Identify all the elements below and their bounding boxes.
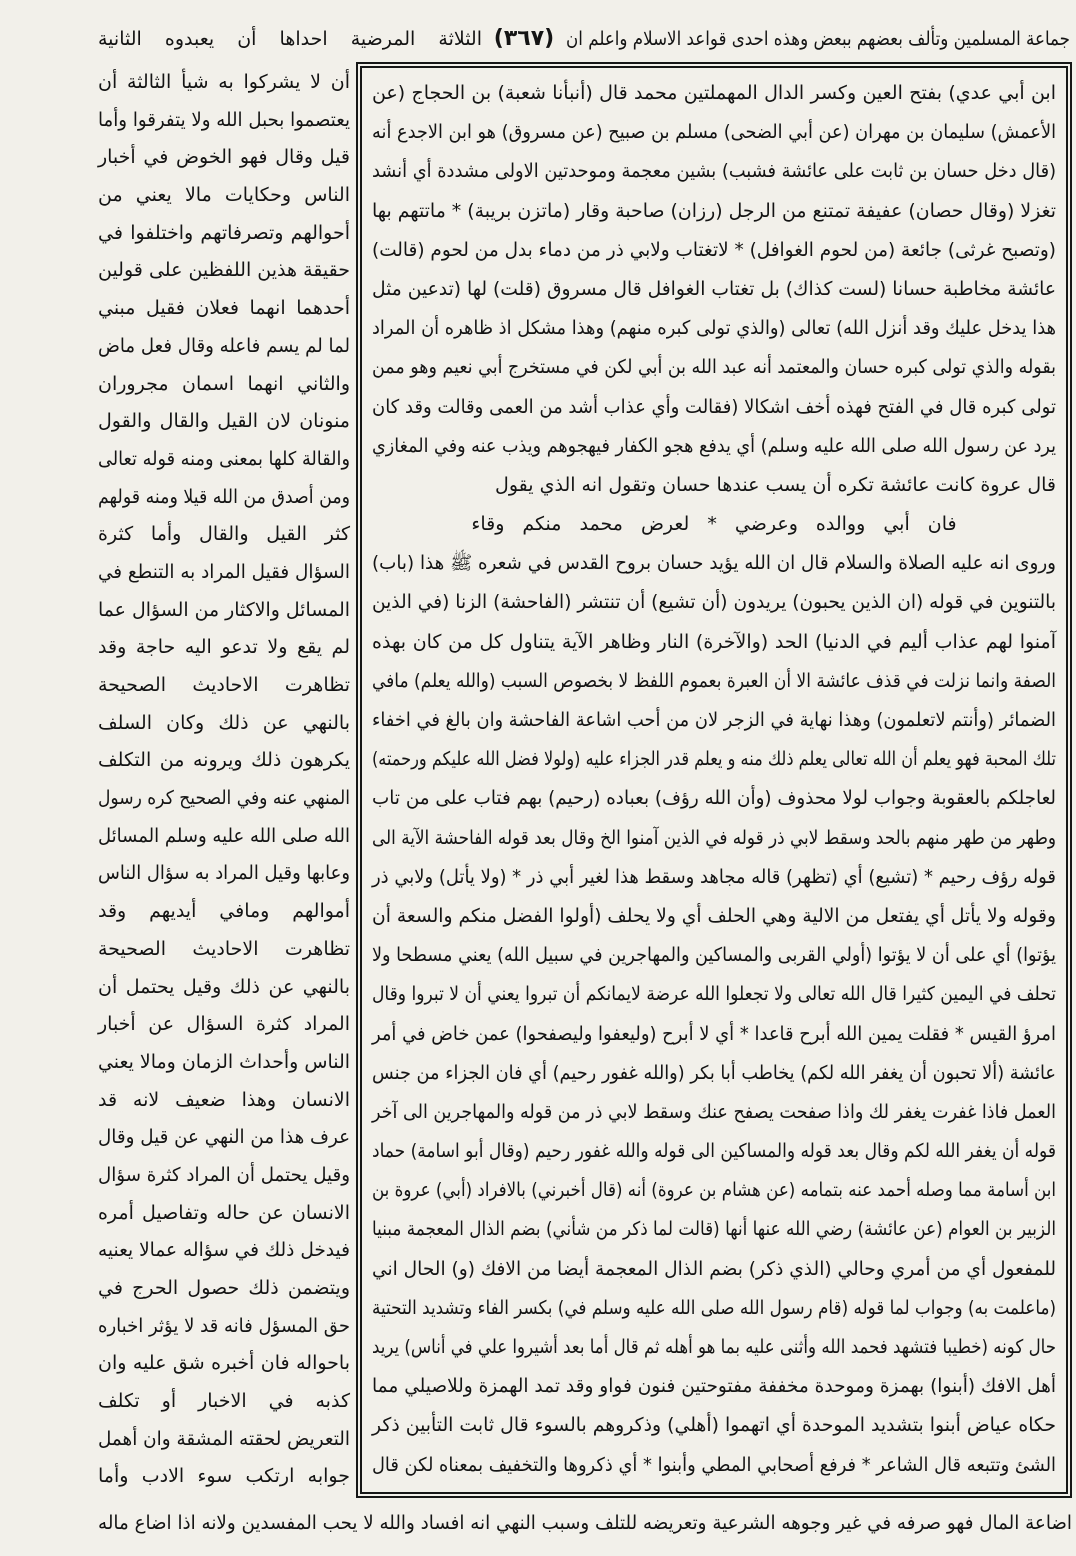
main-text-line: عائشة (ألا تحبون أن يغفر الله لكم) يخاطب أبا بكر (والله غفور رحيم) أي فان الجزاء من جنس — [372, 1061, 1056, 1084]
main-text-line: أهل الافك (أبنوا) بهمزة وموحدة مخففة مفتوحتين فنون فواو وقد تمد الهمزة وللاصيلي مما — [372, 1375, 1056, 1398]
main-text-line: آمنوا لهم عذاب أليم في الدنيا) الحد (والآخرة) النار وظاهر الآية يتناول كل من كان بهذه — [372, 630, 1056, 653]
margin-text-line: التعريض لحقته المشقة وان أهمل — [98, 1427, 350, 1450]
margin-text-line: المسائل والاكثار من السؤال عما — [97, 598, 350, 621]
page-number: (٣٦٧) — [493, 26, 555, 51]
margin-text-line: أموالهم ومافي أيديهم وقد — [98, 900, 350, 923]
footer-text-line: اضاعة المال فهو صرفه في غير وجوهه الشرعية وتعريضه للتلف وسبب النهي انه افساد والله لا يحب المفسدين ولانه اذا اضاع ماله — [98, 1512, 1072, 1534]
main-text-line: حال كونه (خطيبا فتشهد فحمد الله وأثنى عليه بما هو أهله ثم قال أما بعد أشيروا علي في أناس) يريد — [371, 1336, 1056, 1358]
main-text-line: الزبير بن العوام (عن عائشة) رضي الله عنها أنها (قالت لما ذكر من شأني) بضم الذال المعجمة مبنيا — [372, 1218, 1056, 1241]
margin-text-line: الله صلى الله عليه وسلم المسائل — [98, 824, 350, 847]
margin-text-line: باحواله فان أخبره شق عليه وان — [98, 1352, 350, 1375]
main-text-line: وروى انه عليه الصلاة والسلام قال ان الله يؤيد حسان بروح القدس في شعره ﷺ هذا (باب) — [371, 552, 1056, 575]
main-text-box — [356, 62, 1072, 1498]
margin-text-line: المنهي عنه وفي الصحيح كره رسول — [98, 787, 350, 810]
margin-text-line: حق المسؤل فانه قد لا يؤثر اخباره — [98, 1314, 350, 1337]
main-text-line: (وتصبح غرثى) جائعة (من لحوم الغوافل) * لاتغتاب ولابي ذر من دماء بدل من لحوم (قالت) — [371, 238, 1056, 261]
margin-text-line: منونان لان القيل والقال والقول — [98, 410, 350, 433]
main-text-line: قوله أن يغفر الله لكم وقال بعد قوله والمساكين الى قوله والله غفور رحيم (وقال أبو اسامة) حماد — [371, 1140, 1056, 1163]
margin-text-line: الانسان عن حاله وتفاصيل أمره — [97, 1201, 350, 1224]
margin-text-line: كذبه في الاخبار أو تكلف — [97, 1390, 350, 1413]
main-text-line: الشئ وتتبعه قال الشاعر * فرفع أصحابي المطي وأبنوا * أي ذكروها والتخفيف بمعناه لكن قال — [371, 1453, 1056, 1476]
main-text-line: هذا يدخل عليك وقد أنزل الله) تعالى (والذي تولى كبره منهم) وهذا مشكل اذ ظاهره أن المراد — [371, 317, 1057, 340]
margin-text-line: تظاهرت الاحاديث الصحيحة — [97, 674, 350, 696]
main-text-line: بقوله والذي تولى كبره حسان والمعتمد أنه عبد الله بن أبي لكن في مستخرج أبي نعيم وهو ممن — [372, 356, 1056, 379]
main-text-line: الصفة وانما نزلت في قذف عائشة الا أن العبرة بعموم اللفظ لا بخصوص السبب (والله يعلم) مافي — [371, 669, 1056, 692]
main-text-line: (قال دخل حسان بن ثابت على عائشة فشبب) بشين معجمة وموحدتين الاولى مشددة أي أنشد — [371, 160, 1056, 183]
main-text-line: تحلف في اليمين كثيرا قال الله تعالى ولا تجعلوا الله عرضة لايمانكم أن تبروا يعني أن لا تبروا وقال — [371, 983, 1056, 1006]
margin-text-line: عرف هذا من النهي عن قيل وقال — [98, 1126, 350, 1149]
header-text-right: جماعة المسلمين وتألف بعضهم ببعض وهذه احدى قواعد الاسلام واعلم ان — [566, 28, 1070, 50]
margin-text-line: والقالة كلها بمعنى ومنه قوله تعالى — [98, 447, 350, 470]
main-text-line: للمفعول أي من أمري وحالي (الذي ذكر) بضم الذال المعجمة أيضا من الافك (و) الحال اني — [371, 1257, 1057, 1280]
main-text-line: ابن أسامة مما وصله أحمد عنه بتمامه (عن هشام بن عروة) أنه (قال أخبرني) بالافراد (أبي) عروة بن — [371, 1179, 1056, 1202]
main-text-line: قال عروة كانت عائشة تكره أن يسب عندها حسان وتقول انه الذي يقول — [495, 473, 1056, 496]
main-text-line: عائشة مخاطبة حسانا (لست كذاك) بل تغتاب الغوافل قال مسروق (قلت) لها (تدعين مثل — [372, 277, 1057, 300]
margin-text-line: ومن أصدق من الله قيلا ومنه قولهم — [98, 485, 350, 508]
main-text-line: (ماعلمت به) وجواب لما قوله (قام رسول الله صلى الله عليه وسلم في) بكسر الفاء وتشديد التحتية — [371, 1296, 1057, 1319]
margin-text-line: الناس وأحداث الزمان ومالا يعني — [97, 1050, 351, 1073]
margin-text-line: السؤال فقيل المراد به التنطع في — [97, 560, 350, 583]
margin-text-line: قيل وقال فهو الخوض في أخبار — [97, 146, 350, 169]
margin-text-line: لم يقع ولا تدعو اليه حاجة وقد — [98, 636, 350, 659]
margin-text-line: لما لم يسم فاعله وقال فعل ماض — [97, 334, 350, 357]
margin-text-line: كثر القيل والقال وأما كثرة — [98, 523, 350, 546]
margin-text-line: يكرهون ذلك ويرونه من التكلف — [97, 749, 350, 772]
main-text-line: امرؤ القيس * فقلت يمين الله أبرح قاعدا * أي لا أبرح (وليعفوا وليصفحوا) عمن خاض في أمر — [371, 1022, 1056, 1045]
margin-text-line: أحوالهم وتصرفاتهم واختلفوا في — [98, 221, 350, 244]
margin-text-line: الناس وحكايات مالا يعني من — [97, 184, 350, 207]
main-text-line: الأعمش) سليمان بن مهران (عن أبي الضحى) مسلم بن صبيح (عن مسروق) هو ابن الاجدع أنه — [372, 121, 1056, 144]
margin-text-line: المراد كثرة السؤال عن أخبار — [97, 1013, 350, 1036]
margin-text-line: الانسان وهذا ضعيف لانه قد — [98, 1088, 350, 1111]
margin-text-line: بالنهي عن ذلك وقيل يحتمل أن — [98, 975, 350, 998]
margin-text-line: بالنهي عن ذلك وكان السلف — [98, 711, 350, 734]
main-text-line: تولى كبره قال في الفتح فهذه أخف اشكالا (فقالت وأي عذاب أشد من العمى وقالت وقد كان — [371, 395, 1056, 418]
margin-text-line: فيدخل ذلك في سؤاله عمالا يعنيه — [97, 1239, 350, 1262]
margin-text-line: جوابه ارتكب سوء الادب وأما — [98, 1465, 350, 1488]
margin-text-line: والثاني انهما اسمان مجروران — [98, 372, 350, 395]
main-text-line: وقوله ولا يأتل أي يفتعل من الالية وهي الحلف أي ولا يحلف (أولوا الفضل منكم والسعة أن — [372, 904, 1056, 927]
main-text-line: بالتنوين في قوله (ان الذين يحبون) يريدون (أن تشيع) أن تنتشر (الفاحشة) الزنا (في الذين — [372, 591, 1056, 614]
main-text-line: حكاه عياض أبنوا بتشديد الموحدة أي اتهموا (أهلي) وذكروهم بالسوء قال ثابت التأبين ذكر — [371, 1414, 1057, 1437]
main-text-line: يرد عن رسول الله صلى الله عليه وسلم) أي يدفع هجو الكفار فيهجوهم ويذب عنه وفي المغازي — [372, 434, 1056, 457]
verse-line: فان أبي ووالده وعرضي * لعرض محمد منكم وقاء — [471, 513, 957, 536]
margin-text-line: تظاهرت الاحاديث الصحيحة — [97, 937, 350, 960]
main-text-line: وطهر من طهر منهم بالحد وسقط لابي ذر قوله في الذين آمنوا الخ وقال بعد قوله الفاحشة الآية الى — [372, 826, 1056, 849]
main-text-line: تلك المحبة فهو يعلم أن الله تعالى يعلم ذلك منه و يعلم قدر الجزاء عليه (ولولا فضل الله عليكم ورحمته) — [372, 748, 1056, 771]
margin-text-line: حقيقة هذين اللفظين على قولين — [97, 259, 350, 282]
margin-text-line: وعابها وقيل المراد به سؤال الناس — [98, 862, 350, 885]
main-text-line: لعاجلكم بالعقوبة وجواب لولا محذوف (وأن الله رؤف) بعباده (رحيم) بهم فتاب على من تاب — [372, 787, 1057, 810]
header-text-left: الثلاثة المرضية احداها أن يعبدوه الثانية — [97, 28, 482, 50]
main-text-line: قوله رؤف رحيم * (تشيع) أي (تظهر) قاله مجاهد وسقط هذا لغير أبي ذر * (ولا يأتل) ولابي ذر — [371, 865, 1056, 888]
margin-text-line: أن لا يشركوا به شيأ الثالثة أن — [98, 71, 350, 93]
margin-text-line: أحدهما انهما فعلان فقيل مبني — [97, 297, 350, 320]
main-text-line: يؤتوا) أي على أن لا يؤتوا (أولي القربى والمساكين والمهاجرين في سبيل الله) يعني مسطحا ولا — [372, 944, 1056, 967]
main-text-line: العمل فاذا غفرت يغفر لك واذا صفحت يصفح عنك وسقط لابي ذر من قوله والمهاجرين الى آخر — [372, 1100, 1057, 1123]
margin-text-line: يعتصموا بحبل الله ولا يتفرقوا وأما — [98, 108, 350, 131]
margin-text-line: وقيل يحتمل أن المراد كثرة سؤال — [97, 1163, 350, 1186]
margin-text-line: ويتضمن ذلك حصول الحرج في — [98, 1277, 350, 1299]
main-text-line: ابن أبي عدي) بفتح العين وكسر الدال المهملتين محمد قال (أنبأنا شعبة) بن الحجاج (عن — [371, 82, 1056, 104]
margin-column — [98, 64, 350, 1498]
main-text-line: الضمائر (وأنتم لاتعلمون) وهذا نهاية في الزجر لان من أحب اشاعة الفاحشة وان بالغ في اخفاء — [371, 709, 1056, 731]
main-text-line: تغزلا (وقال حصان) عفيفة تمتنع من الرجل (رزان) صاحبة وقار (ماتزن بريبة) * ماتتهم بها — [371, 199, 1056, 222]
